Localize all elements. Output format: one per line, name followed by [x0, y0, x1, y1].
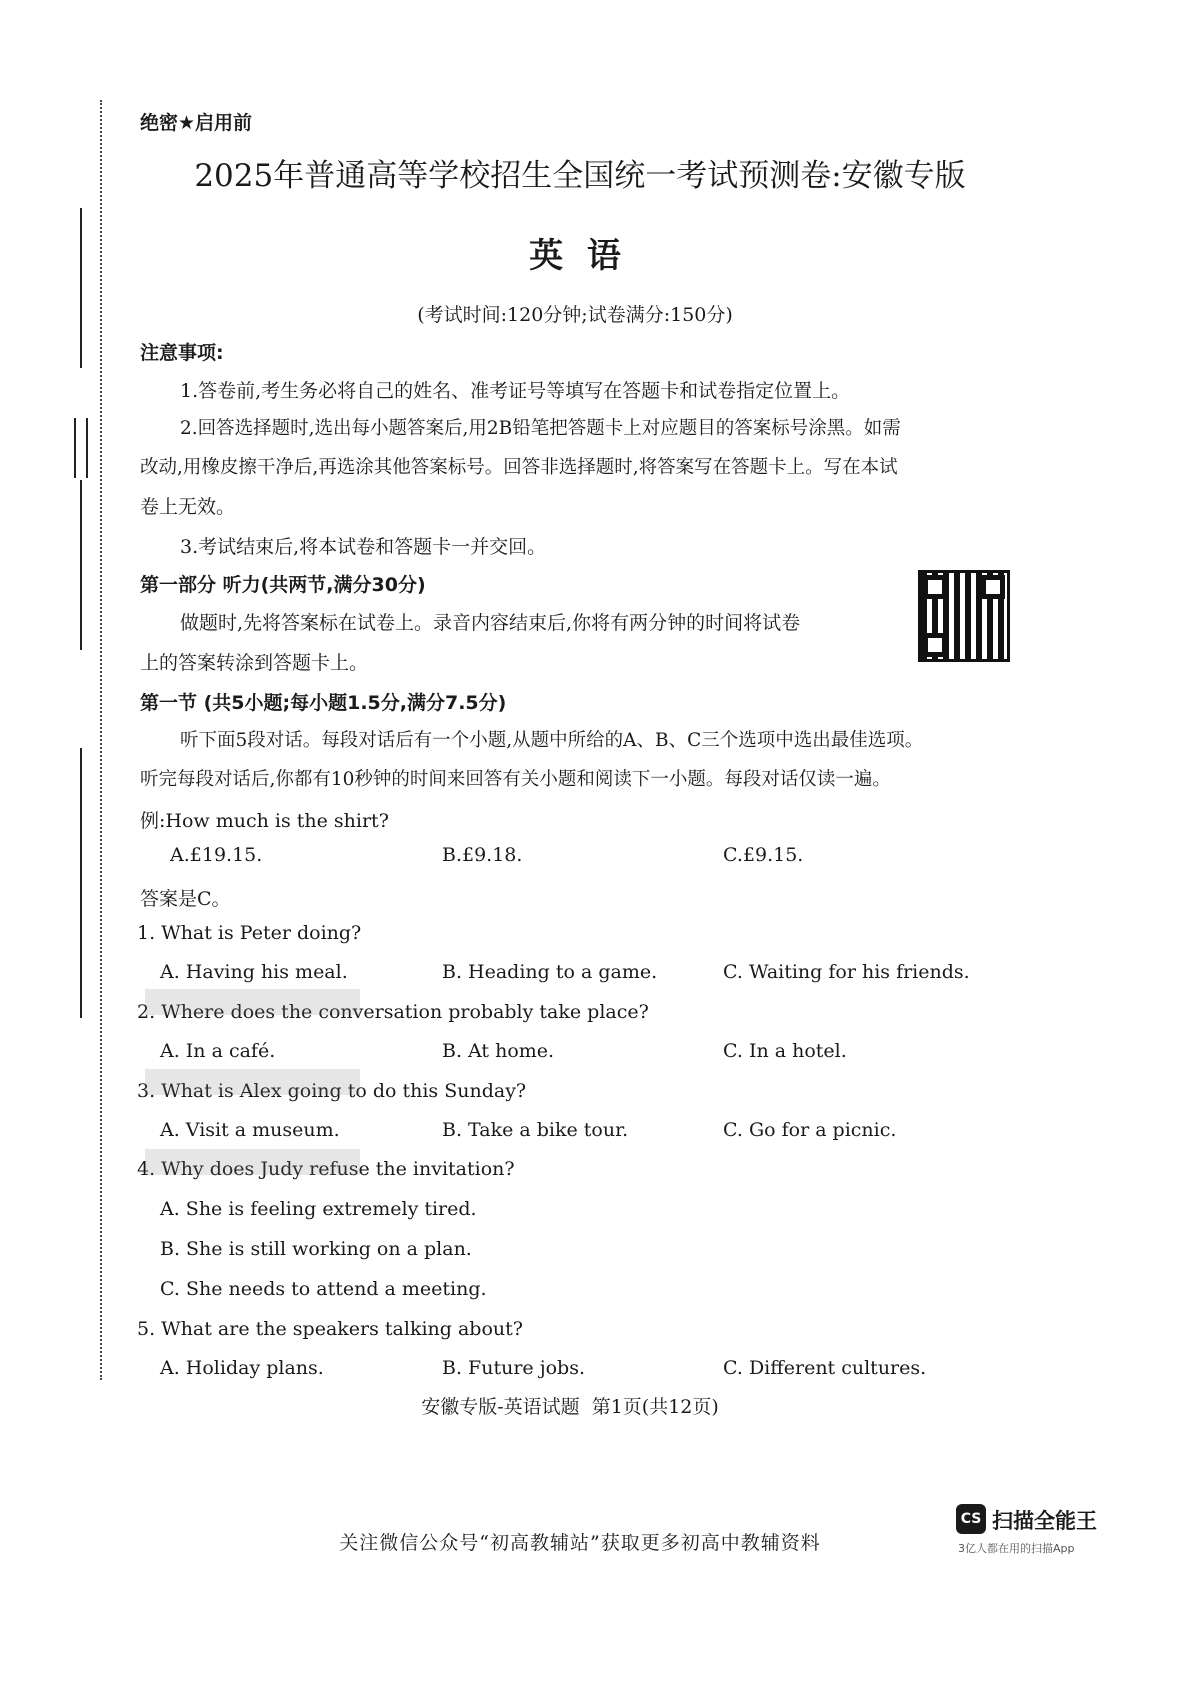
qr-code-image — [918, 570, 1010, 662]
option-c: C. Go for a picnic. — [723, 1119, 897, 1141]
exam-title: 2025年普通高等学校招生全国统一考试预测卷:安徽专版 — [194, 158, 966, 194]
question-3: 3. What is Alex going to do this Sunday? — [137, 1080, 527, 1102]
part1-heading: 第一部分 听力(共两节,满分30分) — [140, 574, 426, 596]
option-b: B.£9.18. — [442, 844, 523, 866]
option-c: C. Waiting for his friends. — [723, 961, 970, 983]
part1-instructions-cont: 上的答案转涂到答题卡上。 — [140, 652, 369, 674]
option-a: A.£19.15. — [170, 844, 263, 866]
binding-line — [80, 748, 82, 1018]
note-item-2-cont: 卷上无效。 — [140, 496, 236, 518]
scanner-tagline: 3亿人都在用的扫描App — [958, 1542, 1075, 1555]
option-b: B. Take a bike tour. — [442, 1119, 629, 1141]
question-1: 1. What is Peter doing? — [137, 922, 362, 944]
question-5: 5. What are the speakers talking about? — [137, 1318, 523, 1340]
section1-heading: 第一节 (共5小题;每小题1.5分,满分7.5分) — [140, 692, 507, 714]
example-question: 例:How much is the shirt? — [140, 810, 389, 832]
option-c: C.£9.15. — [723, 844, 804, 866]
note-item-3: 3.考试结束后,将本试卷和答题卡一并交回。 — [180, 536, 547, 558]
scanner-logo-icon: CS — [956, 1504, 986, 1534]
promo-footer: 关注微信公众号“初高教辅站”获取更多初高中教辅资料 — [339, 1532, 821, 1554]
question-4: 4. Why does Judy refuse the invitation? — [137, 1158, 515, 1180]
option-a: A. In a café. — [160, 1040, 276, 1062]
option-b: B. Future jobs. — [442, 1357, 585, 1379]
option-c: C. Different cultures. — [723, 1357, 927, 1379]
note-item-2-cont: 改动,用橡皮擦干净后,再选涂其他答案标号。回答非选择题时,将答案写在答题卡上。写在本试 — [140, 457, 898, 478]
example-answer: 答案是C。 — [140, 888, 231, 910]
option-a: A. She is feeling extremely tired. — [160, 1198, 477, 1220]
binding-dotted-line — [100, 100, 102, 1380]
note-item-1: 1.答卷前,考生务必将自己的姓名、准考证号等填写在答题卡和试卷指定位置上。 — [180, 380, 851, 402]
note-item-2: 2.回答选择题时,选出每小题答案后,用2B铅笔把答题卡上对应题目的答案标号涂黑。如需 — [180, 418, 901, 439]
section1-instructions: 听下面5段对话。每段对话后有一个小题,从题中所给的A、B、C三个选项中选出最佳选项。 — [180, 730, 924, 751]
option-a: A. Visit a museum. — [160, 1119, 340, 1141]
subject-title: 英 语 — [529, 236, 621, 276]
question-2: 2. Where does the conversation probably take place? — [137, 1001, 649, 1023]
binding-line — [80, 480, 82, 650]
option-b: B. She is still working on a plan. — [160, 1238, 472, 1260]
option-b: B. Heading to a game. — [442, 961, 658, 983]
section1-instructions-cont: 听完每段对话后,你都有10秒钟的时间来回答有关小题和阅读下一小题。每段对话仅读一遍。 — [140, 769, 891, 790]
part1-instructions: 做题时,先将答案标在试卷上。录音内容结束后,你将有两分钟的时间将试卷 — [180, 612, 801, 634]
option-a: A. Holiday plans. — [160, 1357, 324, 1379]
page-footer: 安徽专版-英语试题 第1页(共12页) — [421, 1396, 719, 1418]
option-b: B. At home. — [442, 1040, 555, 1062]
option-c: C. She needs to attend a meeting. — [160, 1278, 487, 1300]
notes-heading: 注意事项: — [140, 342, 224, 364]
watermark-graphic — [145, 975, 360, 1225]
option-a: A. Having his meal. — [160, 961, 348, 983]
exam-time-info: (考试时间:120分钟;试卷满分:150分) — [417, 304, 733, 326]
option-c: C. In a hotel. — [723, 1040, 847, 1062]
confidential-label: 绝密★启用前 — [140, 112, 253, 134]
scanner-app-name: 扫描全能王 — [992, 1509, 1097, 1533]
binding-mark — [74, 418, 88, 478]
